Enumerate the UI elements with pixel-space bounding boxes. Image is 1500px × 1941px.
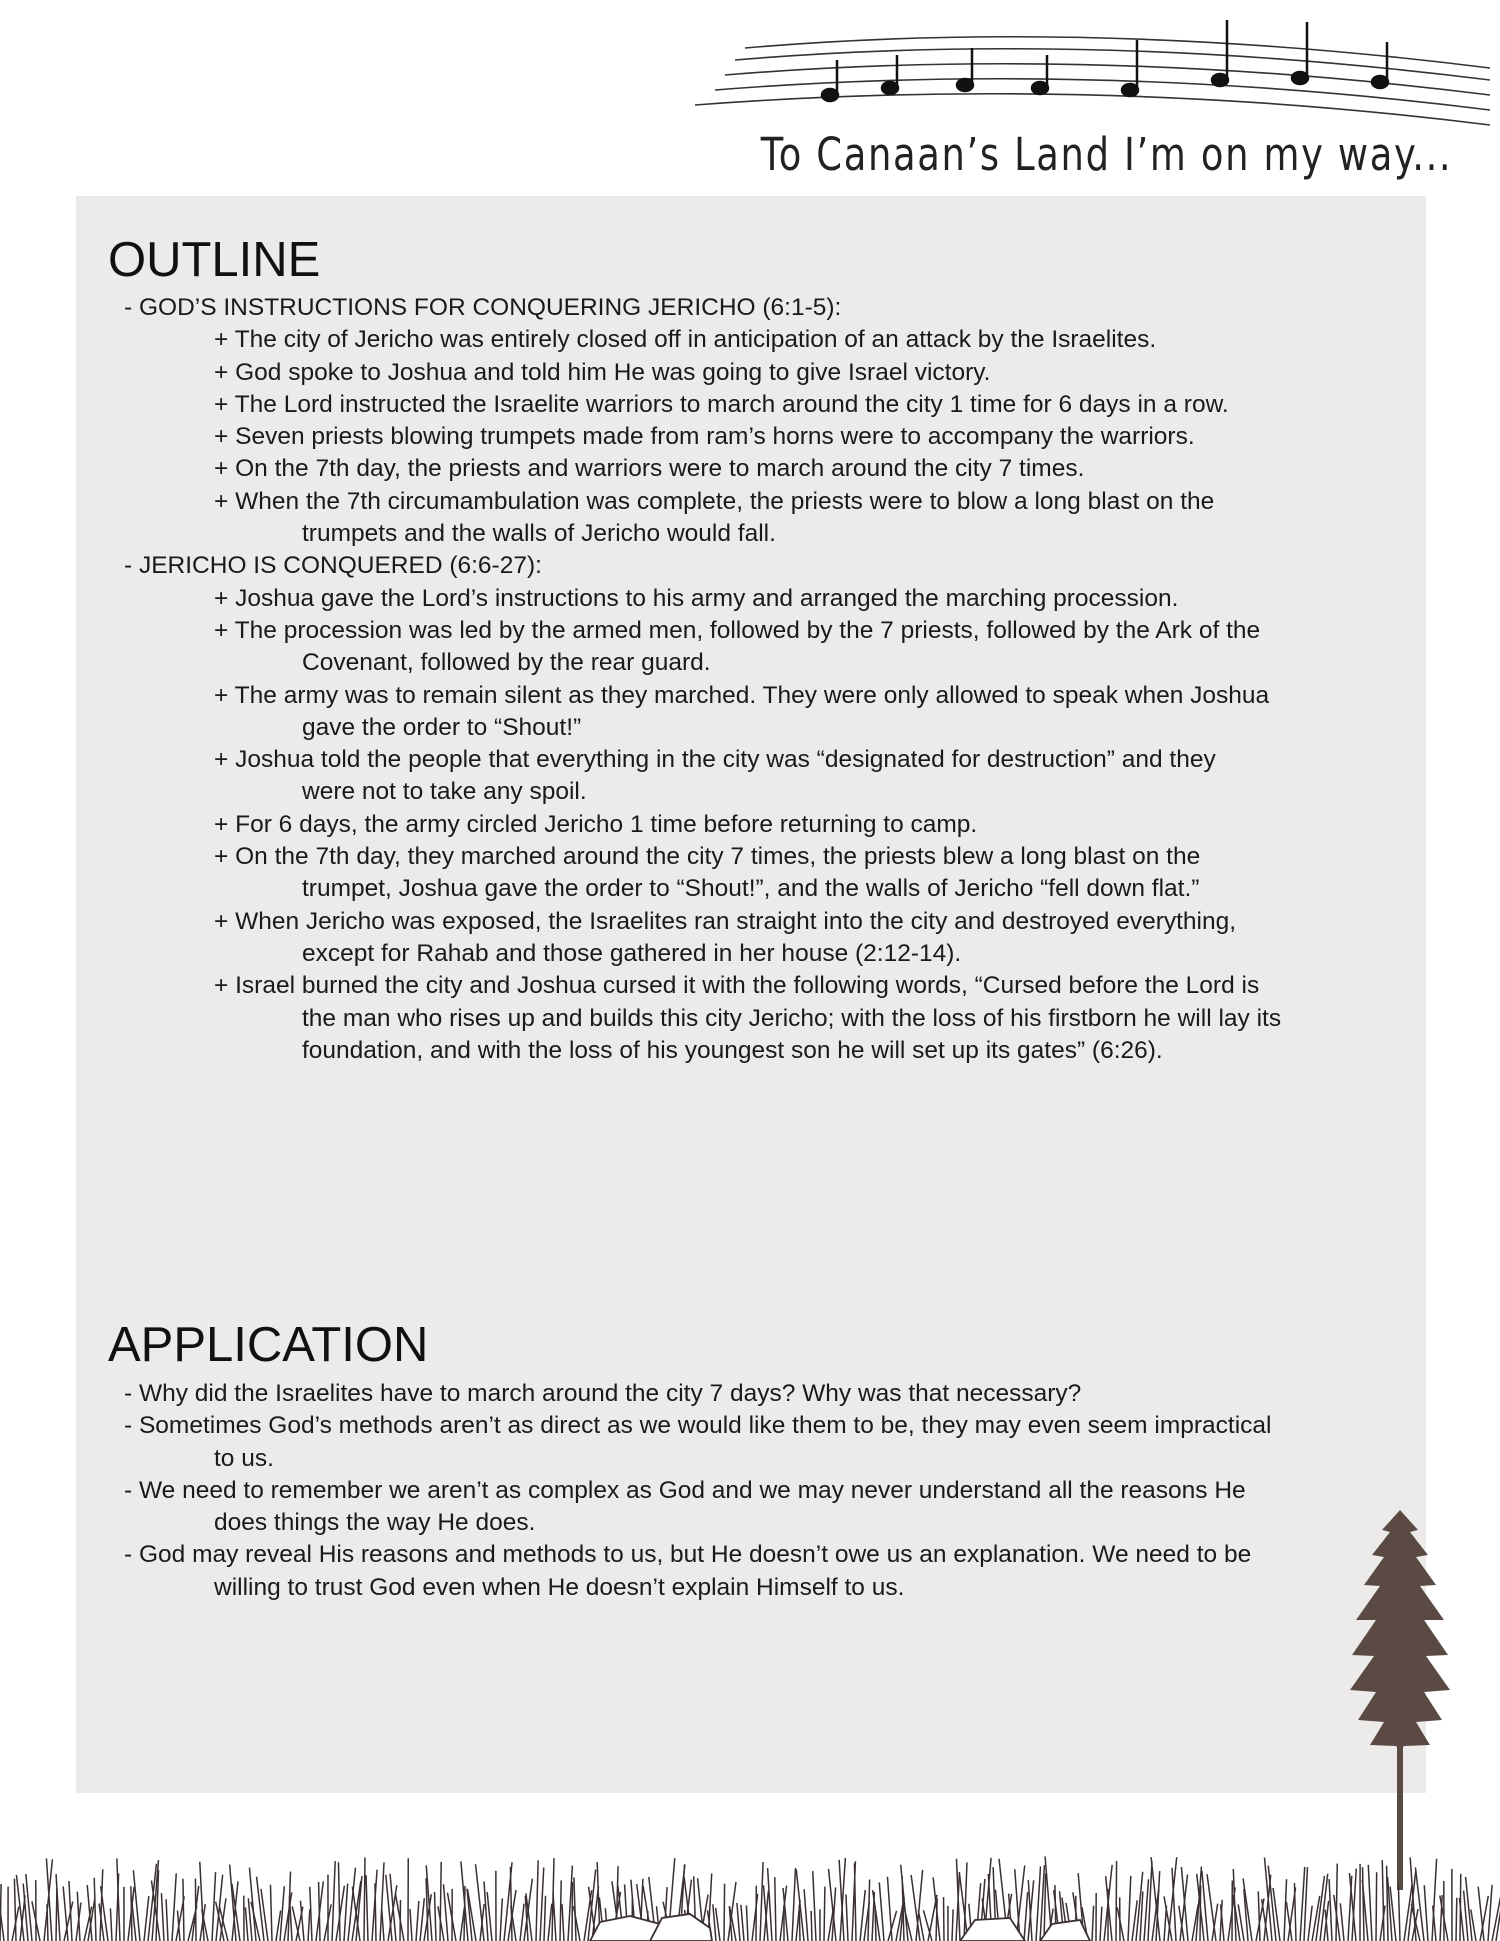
item-line: does things the way He does. bbox=[214, 1509, 536, 1537]
grass-blade bbox=[440, 1862, 441, 1941]
grass-blade bbox=[476, 1864, 484, 1941]
grass-blade bbox=[1258, 1891, 1260, 1941]
grass-blade bbox=[47, 1904, 48, 1941]
grass-blade bbox=[824, 1887, 825, 1941]
grass-blade bbox=[746, 1905, 748, 1941]
grass-blade bbox=[308, 1909, 310, 1941]
item-line: + On the 7th day, the priests and warriors were to march around the city 7 times. bbox=[214, 455, 1085, 483]
grass-blade bbox=[1424, 1885, 1428, 1941]
grass-blade bbox=[366, 1875, 368, 1941]
tree-illustration bbox=[1340, 1510, 1460, 1890]
grass-blade bbox=[344, 1884, 348, 1941]
grass-blade bbox=[854, 1863, 856, 1941]
music-staff-illustration bbox=[690, 10, 1490, 130]
grass-blade bbox=[161, 1893, 164, 1941]
item-line: + The procession was led by the armed men, followed by the 7 priests, followed by the Ark of the bbox=[214, 616, 1261, 644]
item-line: - God may reveal His reasons and methods to us, but He doesn’t owe us an explanation. We need to be bbox=[124, 1541, 1252, 1569]
grass-blade bbox=[1106, 1876, 1112, 1941]
grass-blade bbox=[319, 1882, 320, 1941]
outline-item bbox=[0, 906, 1440, 971]
grass-blade bbox=[1092, 1906, 1094, 1941]
grass-blade bbox=[792, 1868, 795, 1941]
grass-blade bbox=[520, 1904, 524, 1941]
item-line: + Joshua gave the Lord’s instructions to his army and arranged the marching procession. bbox=[214, 584, 1179, 612]
grass-blade bbox=[574, 1906, 580, 1941]
grass-blade bbox=[172, 1873, 176, 1941]
grass-blade bbox=[382, 1908, 384, 1941]
application-item bbox=[0, 1378, 1440, 1410]
grass-blade bbox=[94, 1878, 96, 1941]
grass-blade bbox=[364, 1858, 365, 1941]
grass-blade bbox=[560, 1880, 561, 1941]
grass-blade bbox=[1100, 1907, 1102, 1941]
grass-blade bbox=[952, 1909, 953, 1941]
item-line: to us. bbox=[214, 1444, 274, 1472]
grass-blade bbox=[1294, 1883, 1296, 1941]
grass-blade bbox=[799, 1905, 800, 1941]
item-line: + Seven priests blowing trumpets made from ram’s horns were to accompany the warriors. bbox=[214, 423, 1195, 451]
grass-blade bbox=[868, 1879, 870, 1941]
grass-blade bbox=[536, 1860, 538, 1941]
grass-blade bbox=[1308, 1906, 1312, 1941]
grass-blade bbox=[562, 1904, 564, 1941]
grass-blade bbox=[410, 1909, 412, 1941]
grass-blade bbox=[1488, 1885, 1492, 1941]
outline-item bbox=[0, 324, 1440, 356]
grass-blade bbox=[760, 1862, 763, 1941]
grass-blade bbox=[846, 1894, 848, 1941]
outline-heading: OUTLINE bbox=[108, 233, 321, 287]
item-line: + On the 7th day, they marched around the city 7 times, the priests blew a long blast on the bbox=[214, 843, 1201, 871]
outline-item bbox=[0, 357, 1440, 389]
grass-blade bbox=[804, 1889, 808, 1941]
grass-blade bbox=[195, 1879, 196, 1941]
item-line: - Why did the Israelites have to march around the city 7 days? Why was that necessary? bbox=[124, 1380, 1082, 1407]
grass-blade bbox=[1128, 1876, 1131, 1941]
outline-item bbox=[0, 486, 1440, 551]
item-line: + The Lord instructed the Israelite warriors to march around the city 1 time for 6 days in a row. bbox=[214, 390, 1229, 418]
outline-item bbox=[0, 809, 1440, 841]
grass-blade bbox=[1024, 1892, 1028, 1941]
item-line: the man who rises up and builds this city Jericho; with the loss of his firstborn he will lay its bbox=[302, 1004, 1282, 1032]
grass-blade bbox=[1398, 1884, 1400, 1941]
grass-blade bbox=[1284, 1879, 1287, 1941]
item-line: were not to take any spoil. bbox=[302, 778, 587, 806]
grass-blade bbox=[548, 1904, 552, 1941]
grass-blade bbox=[737, 1903, 740, 1941]
item-line: foundation, and with the loss of his youngest son he will set up its gates” (6:26). bbox=[302, 1036, 1163, 1064]
grass-blade bbox=[1207, 1874, 1216, 1941]
grass-illustration bbox=[0, 1850, 1500, 1941]
item-line: trumpets and the walls of Jericho would fall. bbox=[302, 520, 776, 548]
item-line: + God spoke to Joshua and told him He was going to give Israel victory. bbox=[214, 358, 991, 386]
item-line: + When the 7th circumambulation was complete, the priests were to blow a long blast on the bbox=[214, 487, 1215, 515]
grass-blade bbox=[1336, 1864, 1337, 1941]
outline-item bbox=[0, 615, 1440, 680]
grass-blade bbox=[768, 1868, 772, 1941]
grass-blade bbox=[332, 1861, 335, 1941]
grass-blade bbox=[1329, 1879, 1332, 1941]
grass-blade bbox=[500, 1898, 502, 1941]
application-list bbox=[0, 1378, 1440, 1604]
grass-blade bbox=[435, 1892, 436, 1941]
grass-blade bbox=[183, 1879, 184, 1941]
grass-blade bbox=[484, 1881, 488, 1941]
grass-blade bbox=[811, 1911, 812, 1941]
section-heading: - JERICHO IS CONQUERED (6:6-27): bbox=[124, 552, 542, 580]
item-line: trumpet, Joshua gave the order to “Shout!”, and the walls of Jericho “fell down flat.” bbox=[302, 875, 1200, 903]
item-line: + When Jericho was exposed, the Israelites ran straight into the city and destroyed everything, bbox=[214, 907, 1237, 935]
grass-blade bbox=[724, 1884, 725, 1941]
grass-blade bbox=[444, 1884, 448, 1941]
grass-blade bbox=[131, 1886, 132, 1941]
item-line: - We need to remember we aren’t as complex as God and we may never understand all the reasons He bbox=[124, 1476, 1246, 1504]
grass-blade bbox=[261, 1889, 268, 1941]
grass-blade bbox=[1036, 1866, 1041, 1941]
grass-blade bbox=[14, 1879, 16, 1941]
tagline: To Canaan’s Land I’m on my way... bbox=[760, 128, 1452, 181]
grass-blade bbox=[1116, 1861, 1117, 1941]
grass-blade bbox=[1363, 1867, 1364, 1941]
grass-blade bbox=[540, 1868, 544, 1941]
grass-blade bbox=[1456, 1898, 1457, 1941]
grass-blade bbox=[1368, 1865, 1372, 1941]
grass-blade bbox=[416, 1901, 419, 1941]
grass-blade bbox=[270, 1885, 272, 1941]
grass-blade bbox=[166, 1899, 168, 1941]
grass-blade bbox=[245, 1907, 248, 1941]
item-line: Covenant, followed by the rear guard. bbox=[302, 649, 711, 677]
outline-item bbox=[0, 453, 1440, 485]
outline-item bbox=[0, 744, 1440, 809]
grass-blade bbox=[338, 1862, 340, 1941]
grass-blade bbox=[813, 1871, 816, 1941]
grass-blade bbox=[420, 1898, 424, 1941]
grass-blade bbox=[510, 1867, 512, 1941]
item-line: willing to trust God even when He doesn’t explain Himself to us. bbox=[214, 1573, 905, 1601]
outline-item bbox=[0, 421, 1440, 453]
grass-blade bbox=[1340, 1903, 1344, 1941]
application-item bbox=[0, 1539, 1440, 1604]
grass-blade bbox=[1382, 1860, 1384, 1941]
grass-blade bbox=[1273, 1888, 1280, 1941]
grass-blade bbox=[1044, 1873, 1046, 1941]
item-line: + Israel burned the city and Joshua cursed it with the following words, “Cursed before the Lord is bbox=[214, 972, 1260, 1000]
item-line: - Sometimes God’s methods aren’t as direct as we would like them to be, they may even seem impractical bbox=[124, 1412, 1272, 1440]
outline-section bbox=[0, 550, 1440, 582]
outline-item bbox=[0, 680, 1440, 745]
outline-section bbox=[0, 292, 1440, 324]
item-line: gave the order to “Shout!” bbox=[302, 713, 582, 741]
grass-blade bbox=[1148, 1861, 1152, 1941]
item-line: except for Rahab and those gathered in her house (2:12-14). bbox=[302, 939, 962, 967]
item-line: + The city of Jericho was entirely closed off in anticipation of an attack by the Israelites. bbox=[214, 326, 1157, 354]
outline-item bbox=[0, 389, 1440, 421]
grass-blade bbox=[1376, 1872, 1377, 1941]
grass-blade bbox=[69, 1881, 72, 1941]
application-heading: APPLICATION bbox=[108, 1318, 429, 1372]
grass-blade bbox=[741, 1905, 744, 1941]
section-heading: - GOD’S INSTRUCTIONS FOR CONQUERING JERICHO (6:1-5): bbox=[124, 294, 842, 321]
application-item bbox=[0, 1475, 1440, 1540]
item-line: + For 6 days, the army circled Jericho 1 time before returning to camp. bbox=[214, 810, 978, 838]
grass-blade bbox=[375, 1883, 376, 1941]
grass-blade bbox=[775, 1877, 776, 1941]
application-item bbox=[0, 1410, 1440, 1475]
grass-blade bbox=[887, 1877, 892, 1941]
grass-blade bbox=[177, 1911, 180, 1941]
outline-item bbox=[0, 970, 1440, 1067]
outline-list bbox=[0, 292, 1440, 1067]
item-line: + The army was to remain silent as they marched. They were only allowed to speak when Joshua bbox=[214, 681, 1270, 709]
grass-blade bbox=[553, 1893, 556, 1941]
item-line: + Joshua told the people that everything in the city was “designated for destruction” and they bbox=[214, 746, 1216, 774]
grass-blade bbox=[212, 1872, 216, 1941]
grass-blade bbox=[110, 1908, 112, 1941]
grass-blade bbox=[879, 1882, 884, 1941]
outline-item bbox=[0, 583, 1440, 615]
grass-blade bbox=[1233, 1895, 1240, 1941]
outline-item bbox=[0, 841, 1440, 906]
grass-blade bbox=[544, 1896, 546, 1941]
